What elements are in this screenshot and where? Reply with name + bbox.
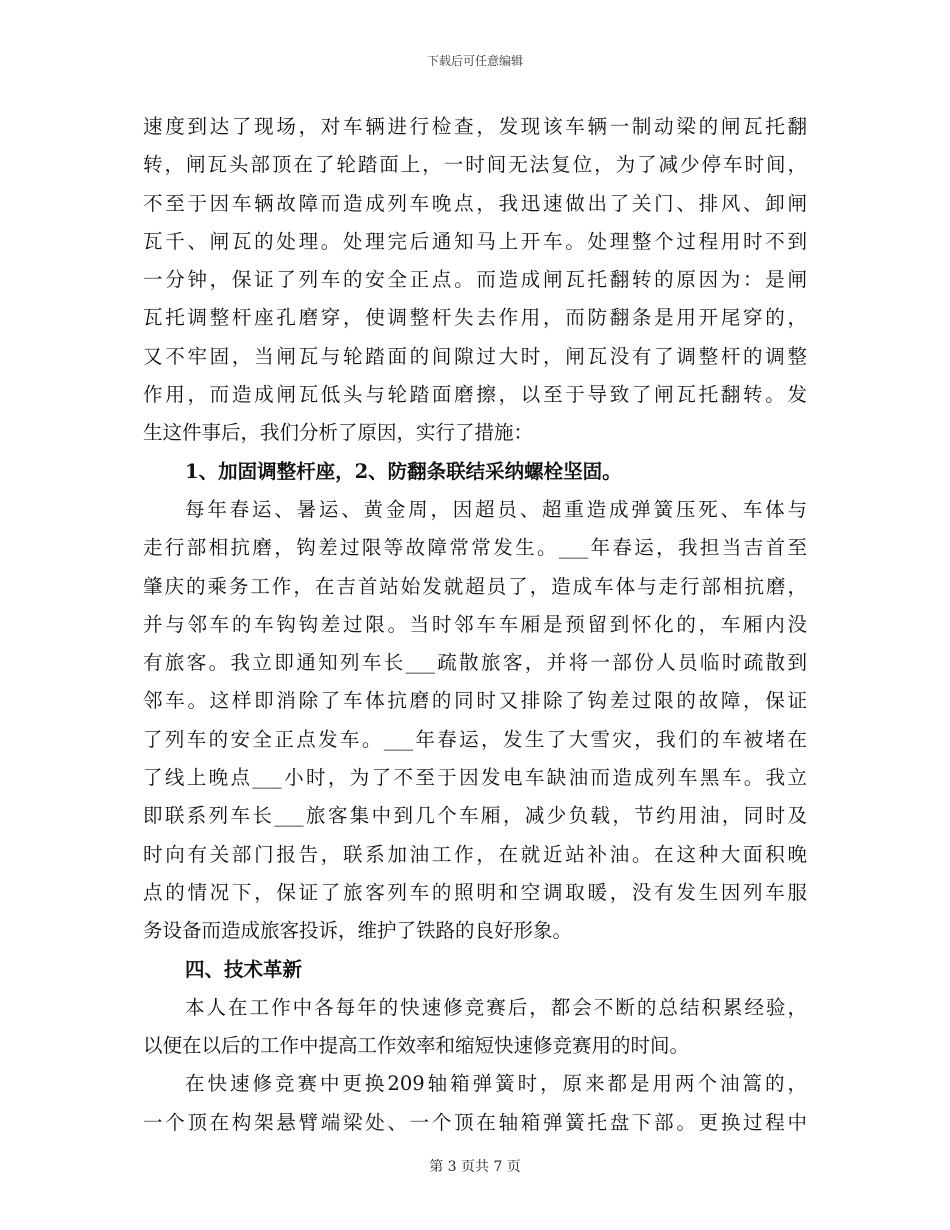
paragraph-line: 不至于因车辆故障而造成列车晚点，我迅速做出了关门、排风、卸闸: [143, 191, 807, 215]
paragraph-line: 邻车。这样即消除了车体抗磨的同时又排除了钩差过限的故障，保证: [143, 689, 807, 713]
paragraph-line: 瓦千、闸瓦的处理。处理完后通知马上开车。处理整个过程用时不到: [143, 229, 807, 253]
paragraph-line: 并与邻车的车钩钩差过限。当时邻车车厢是预留到怀化的，车厢内没: [143, 612, 807, 636]
paragraph-line: 一分钟，保证了列车的安全正点。而造成闸瓦托翻转的原因为：是闸: [143, 268, 807, 292]
paragraph-line: 走行部相抗磨，钩差过限等故障常常发生。___年春运，我担当吉首至: [143, 536, 807, 560]
paragraph-line: 在快速修竞赛中更换209轴箱弹簧时，原来都是用两个油篙的，: [185, 1072, 807, 1096]
paragraph-line: 肇庆的乘务工作，在吉首站始发就超员了，造成车体与走行部相抗磨，: [143, 574, 807, 598]
page-footer: 第 3 页共 7 页: [429, 1159, 521, 1175]
page-header: 下载后可任意编辑: [426, 54, 523, 68]
document-body: [143, 108, 807, 1142]
paragraph-line: 作用，而造成闸瓦低头与轮踏面磨擦，以至于导致了闸瓦托翻转。发: [143, 383, 807, 407]
measures-line: 1、加固调整杆座，2、防翻条联结采纳螺栓坚固。: [185, 459, 622, 483]
section-heading: 四、技术革新: [185, 957, 303, 981]
paragraph-line: 速度到达了现场，对车辆进行检查，发现该车辆一制动梁的闸瓦托翻: [143, 115, 807, 138]
paragraph-line: 以便在以后的工作中提高工作效率和缩短快速修竞赛用的时间。: [143, 1034, 690, 1058]
paragraph-line: 每年春运、暑运、黄金周，因超员、超重造成弹簧压死、车体与: [185, 497, 807, 521]
paragraph-line: 瓦托调整杆座孔磨穿，使调整杆失去作用，而防翻条是用开尾穿的，: [143, 306, 807, 330]
paragraph-line: 一个顶在构架悬臂端梁处、一个顶在轴箱弹簧托盘下部。更换过程中: [143, 1110, 807, 1134]
paragraph-line: 了列车的安全正点发车。___年春运，发生了大雪灾，我们的车被堵在: [143, 727, 807, 751]
paragraph-line: 时向有关部门报告，联系加油工作，在就近站补油。在这种大面积晚: [143, 842, 807, 866]
paragraph-line: 生这件事后，我们分析了原因，实行了措施：: [143, 421, 534, 445]
paragraph-line: 本人在工作中各每年的快速修竞赛后，都会不断的总结积累经验，: [185, 995, 807, 1019]
paragraph-line: 转，闸瓦头部顶在了轮踏面上，一时间无法复位，为了减少停车时间，: [143, 153, 807, 177]
paragraph-line: 又不牢固，当闸瓦与轮踏面的间隙过大时，闸瓦没有了调整杆的调整: [143, 344, 807, 368]
paragraph-line: 了线上晚点___小时，为了不至于因发电车缺油而造成列车黑车。我立: [143, 766, 807, 790]
paragraph-line: 有旅客。我立即通知列车长___疏散旅客，并将一部份人员临时疏散到: [143, 651, 807, 675]
paragraph-line: 即联系列车长___旅客集中到几个车厢，减少负载，节约用油，同时及: [143, 804, 807, 828]
paragraph-line: 点的情况下，保证了旅客列车的照明和空调取暖，没有发生因列车服: [143, 880, 807, 904]
paragraph-line: 务设备而造成旅客投诉，维护了铁路的良好形象。: [143, 919, 573, 943]
